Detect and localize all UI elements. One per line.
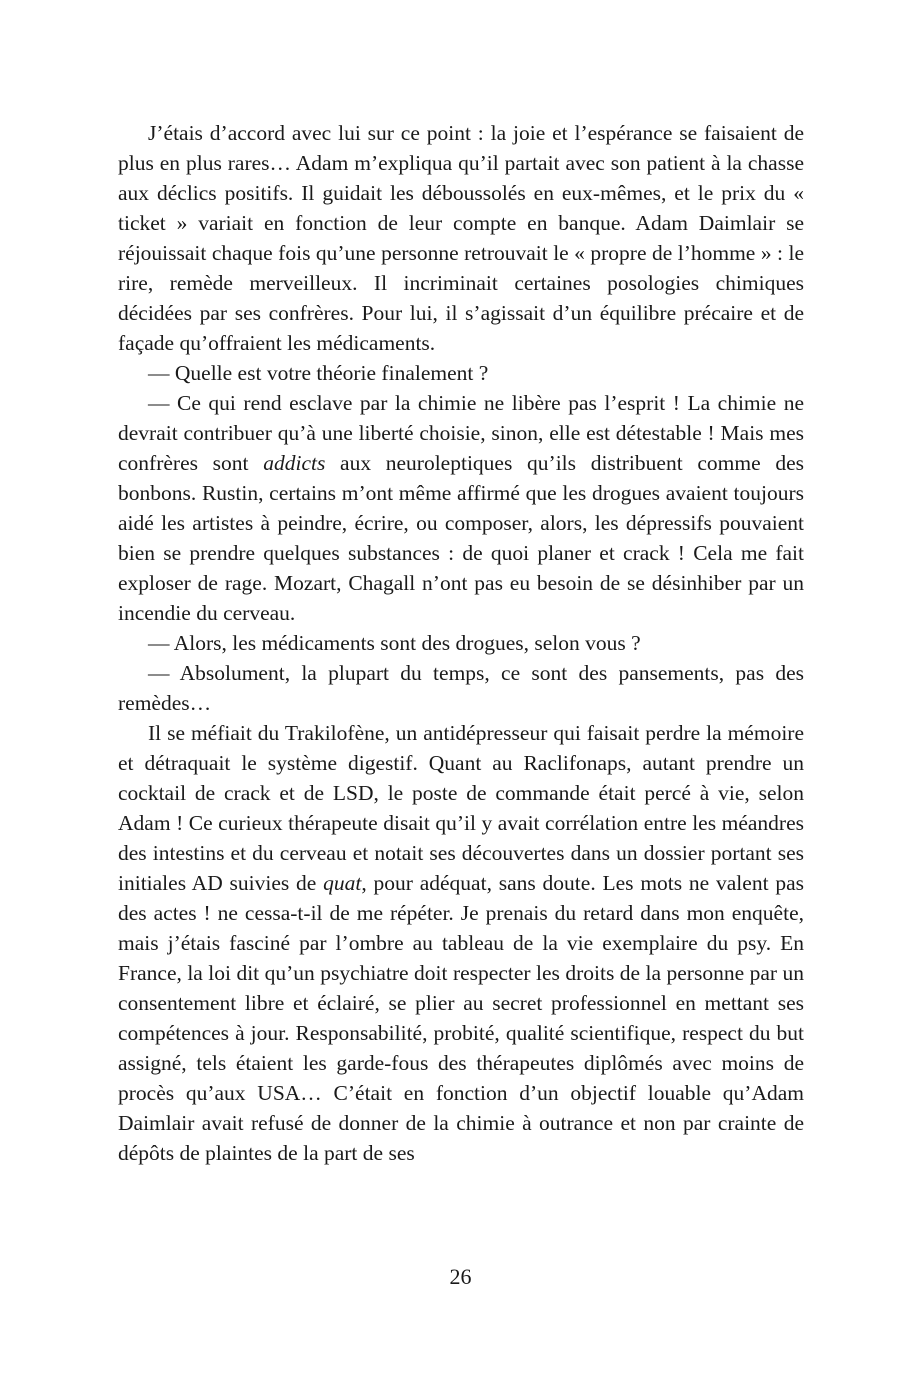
paragraph-text: J’étais d’accord avec lui sur ce point : la joie et l’espérance se faisaient de plus en plus rares… Adam m’expliqua qu’il partait avec son patient à la chasse aux déclics positifs. Il guidait les déboussolés en eux-mêmes, et le prix du « ticket » variait en fonction de leur compte en banque. Adam Daimlair se réjouissait chaque fois qu’une personne retrouvait le « propre de l’homme » : le rire, remède merveilleux. Il incriminait certaines posologies chimiques décidées par ses confrères. Pour lui, il s’agissait d’un équilibre précaire et de façade qu’offraient les médicaments. <box>118 121 804 355</box>
paragraph-text: — Absolument, la plupart du temps, ce sont des pansements, pas des remèdes… <box>118 661 804 715</box>
page-number: 26 <box>449 1264 472 1289</box>
paragraph-text: — Alors, les médicaments sont des drogues, selon vous ? <box>148 631 641 655</box>
paragraph-1 <box>118 118 804 358</box>
body-text <box>118 118 804 1168</box>
paragraph-text: , pour adéquat, sans doute. Les mots ne valent pas des actes ! ne cessa-t-il de me répéter. Je prenais du retard dans mon enquête, mais j’étais fasciné par l’ombre au tableau de la vie exemplaire du psy. En France, la loi dit qu’un psychiatre doit respecter les droits de la personne par un consentement libre et éclairé, se plier au secret professionnel en mettant ses compétences à jour. Responsabilité, probité, qualité scientifique, respect du but assigné, tels étaient les garde-fous des thérapeutes diplômés avec moins de procès qu’aux USA… C’était en fonction d’un objectif louable qu’Adam Daimlair avait refusé de donner de la chimie à outrance et non par crainte de dépôts de plaintes de la part de ses <box>118 871 804 1165</box>
paragraph-2-dialogue <box>118 358 804 388</box>
paragraph-text: Il se méfiait du Trakilofène, un antidépresseur qui faisait perdre la mémoire et détraquait le système digestif. Quant au Raclifonaps, autant prendre un cocktail de crack et de LSD, le poste de commande était percé à vie, selon Adam ! Ce curieux thérapeute disait qu’il y avait corrélation entre les méandres des intestins et du cerveau et notait ses découvertes dans un dossier portant ses initiales AD suivies de <box>118 721 804 895</box>
paragraph-4-dialogue <box>118 628 804 658</box>
paragraph-3-dialogue <box>118 388 804 628</box>
italic-word: quat <box>323 871 362 895</box>
paragraph-text: — Ce qui rend esclave par la chimie ne libère pas l’esprit ! La chimie ne devrait contribuer qu’à une liberté choisie, sinon, elle est détestable ! Mais mes confrères sont <box>118 391 804 475</box>
paragraph-6 <box>118 718 804 1168</box>
italic-word: addicts <box>263 451 326 475</box>
paragraph-text: — Quelle est votre théorie finalement ? <box>148 361 489 385</box>
paragraph-text: aux neuroleptiques qu’ils distribuent comme des bonbons. Rustin, certains m’ont même affirmé que les drogues avaient toujours aidé les artistes à peindre, écrire, ou composer, alors, les dépressifs pouvaient bien se prendre quelques substances : de quoi planer et crack ! Cela me fait exploser de rage. Mozart, Chagall n’ont pas eu besoin de se désinhiber par un incendie du cerveau. <box>118 451 804 625</box>
paragraph-5-dialogue <box>118 658 804 718</box>
